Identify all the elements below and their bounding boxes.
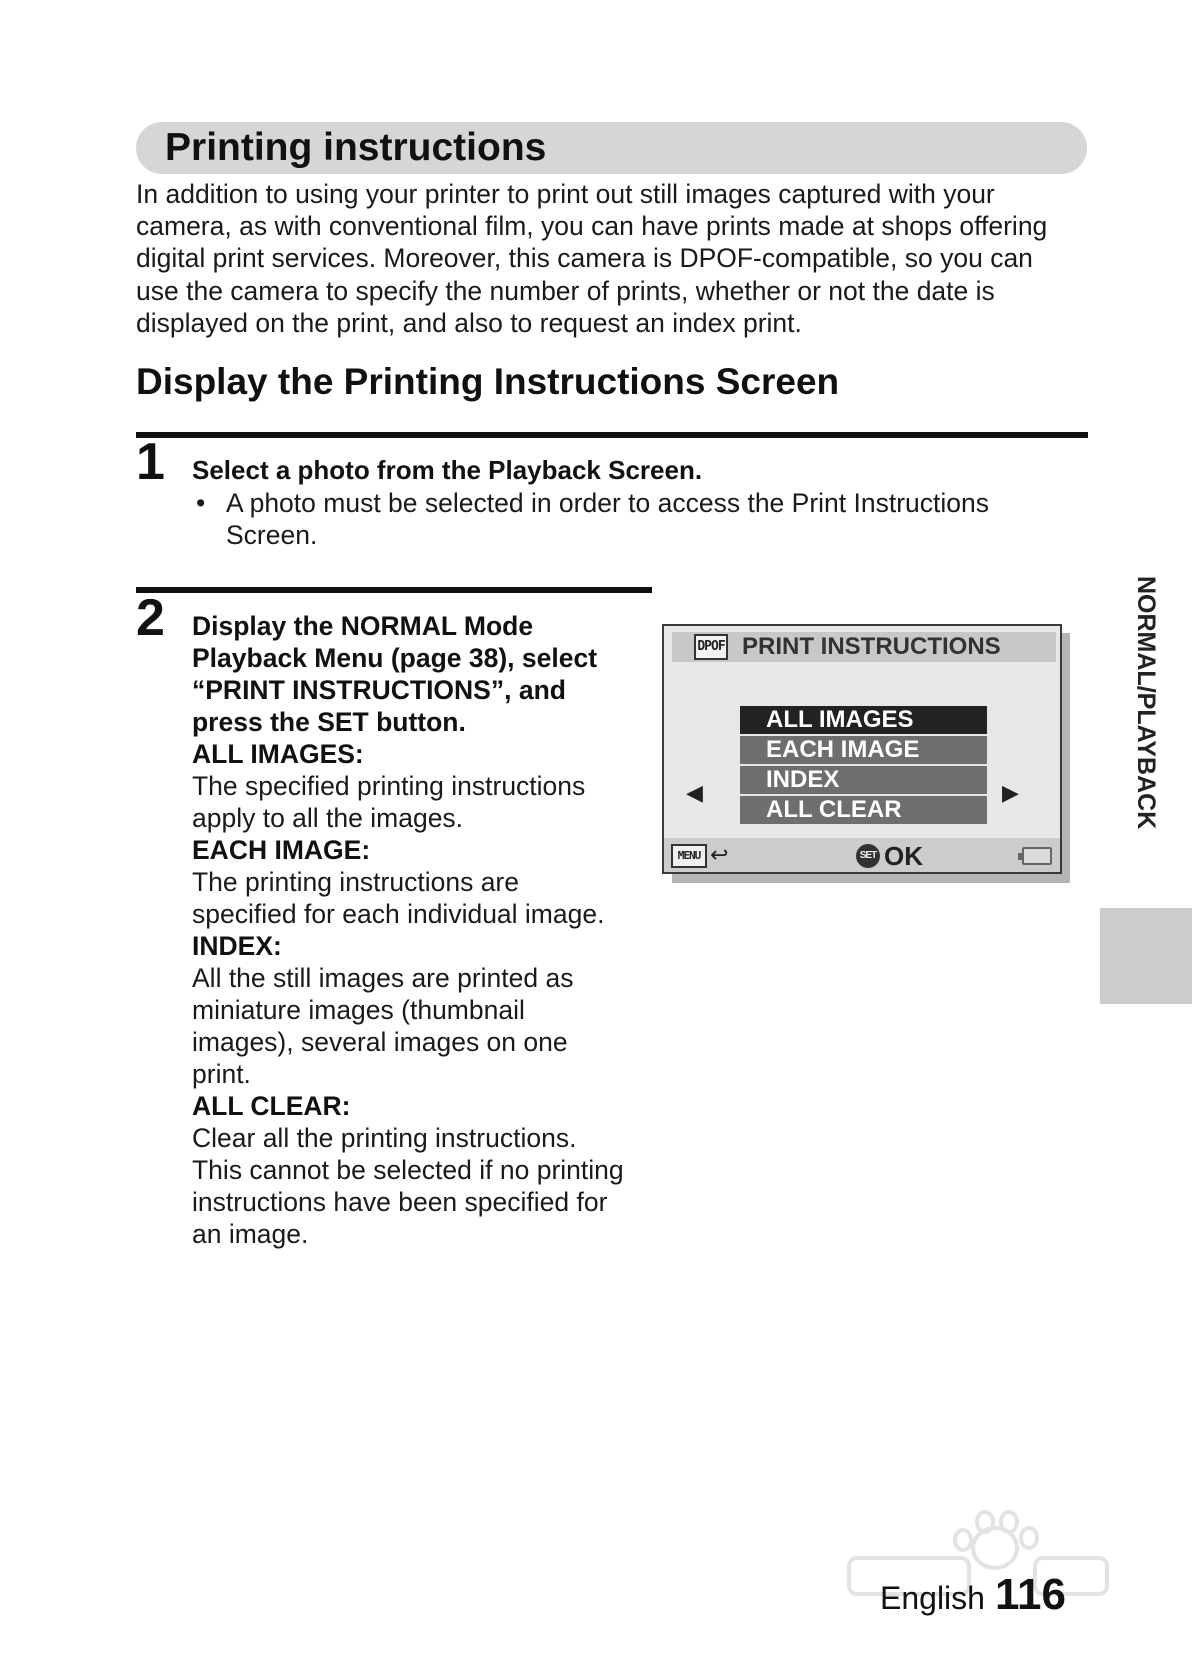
option-desc-line: This cannot be selected if no printing [192,1155,624,1185]
side-tab-marker [1100,908,1192,1004]
intro-line: camera, as with conventional film, you can have prints made at shops offering [136,211,1048,242]
menu-item-all-clear[interactable]: ALL CLEAR [740,796,987,824]
right-arrow-icon[interactable]: ▶ [1002,780,1019,805]
step-2-title-line: press the SET button. [192,707,466,737]
step-2-title-line: “PRINT INSTRUCTIONS”, and [192,675,566,705]
divider [136,432,1088,438]
note-line: Screen. [226,520,318,550]
intro-line: In addition to using your printer to print out still images captured with your [136,179,995,209]
option-desc-line: print. [192,1059,251,1089]
screen-bottom-bar [664,838,1060,872]
step-1-note-text [226,487,1056,551]
side-section-text: NORMAL/PLAYBACK [1132,576,1160,830]
option-desc-line: specified for each individual image. [192,899,605,929]
option-term: ALL CLEAR: [192,1091,351,1121]
note-line: A photo must be selected in order to access the Print Instructions [226,488,990,518]
step-1-number: 1 [136,433,165,491]
step-1-title: Select a photo from the Playback Screen. [192,455,703,485]
dpof-icon: DPOF [694,634,728,660]
section-title: Printing instructions [165,126,547,169]
option-desc-line: apply to all the images. [192,803,464,833]
side-section-label [1128,576,1164,896]
menu-item-index[interactable]: INDEX [740,766,987,794]
divider [136,587,652,593]
battery-icon [1022,847,1052,865]
option-desc-line: instructions have been specified for [192,1187,608,1217]
intro-paragraph [136,178,1096,339]
left-arrow-icon[interactable]: ◀ [686,780,703,805]
step-2-title-line: Playback Menu (page 38), select [192,643,598,673]
menu-item-each-image[interactable]: EACH IMAGE [740,736,987,764]
menu-item-all-images[interactable]: ALL IMAGES [740,706,987,734]
intro-line: displayed on the print, and also to request an index print. [136,307,802,338]
option-desc-line: All the still images are printed as [192,963,574,993]
page-number: 116 [994,1570,1066,1619]
option-desc-line: Clear all the printing instructions. [192,1123,577,1153]
intro-line: use the camera to specify the number of prints, whether or not the date is [136,275,995,306]
print-menu [740,706,987,826]
option-term: EACH IMAGE: [192,835,371,865]
menu-key-icon[interactable]: MENU [671,844,707,868]
ok-label: OK [884,841,923,871]
footer-language: English [880,1580,985,1616]
option-desc-line: The printing instructions are [192,867,519,897]
screen-title: PRINT INSTRUCTIONS [742,633,1001,660]
option-desc-line: images), several images on one [192,1027,568,1057]
option-desc-line: miniature images (thumbnail [192,995,525,1025]
intro-line: digital print services. Moreover, this camera is DPOF-compatible, so you can [136,243,1033,274]
option-term: INDEX: [192,931,282,961]
page-footer [880,1570,1066,1620]
return-icon: ↩ [710,842,729,867]
step-2-content [192,610,652,1250]
step-2-number: 2 [136,589,165,647]
set-key-icon[interactable]: SET [856,844,880,868]
camera-screen [662,624,1062,874]
option-desc-line: an image. [192,1219,309,1249]
step-2-title-line: Display the NORMAL Mode [192,611,534,641]
option-term: ALL IMAGES: [192,739,364,769]
page-heading: Display the Printing Instructions Screen [136,361,840,402]
option-desc-line: The specified printing instructions [192,771,586,801]
bullet-symbol: • [196,488,206,518]
